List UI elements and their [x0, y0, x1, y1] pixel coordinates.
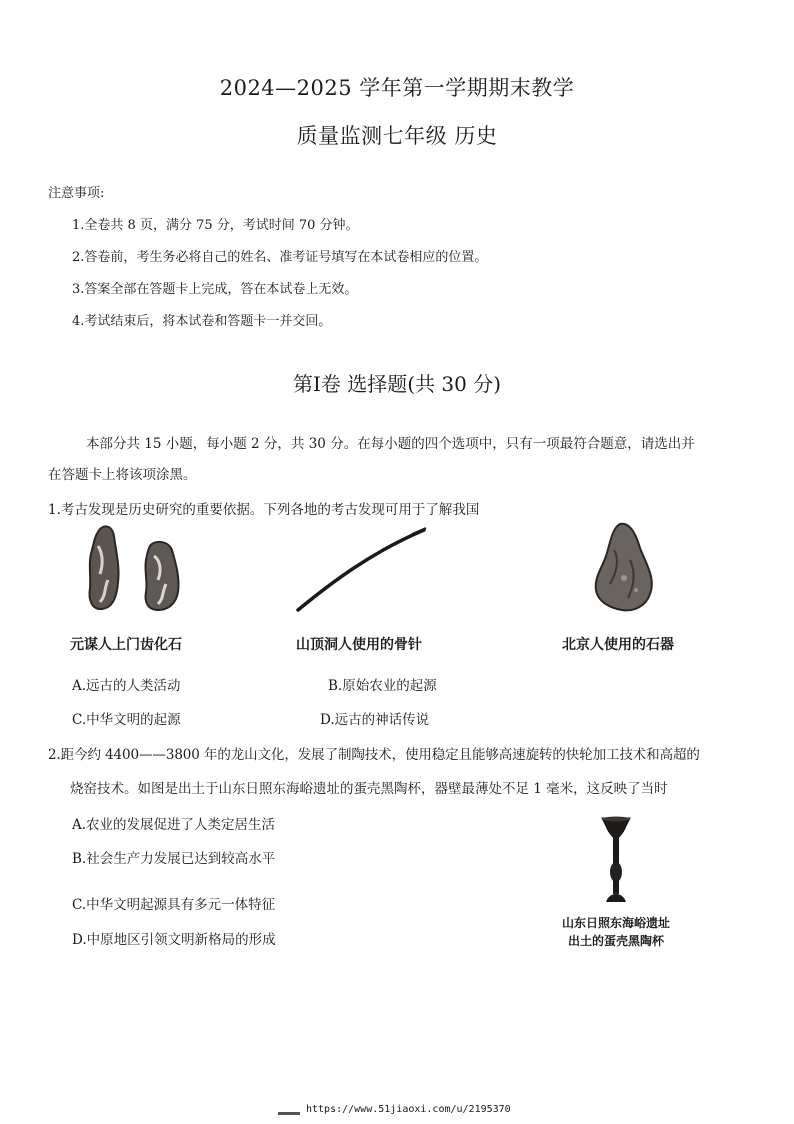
q1-option-a: A.远古的人类活动 — [72, 678, 181, 694]
q1-stem: 1.考古发现是历史研究的重要依据。下列各地的考古发现可用于了解我国 — [48, 502, 480, 518]
bone-needle-image — [292, 522, 432, 614]
q2-option-b: B.社会生产力发展已达到较高水平 — [72, 851, 276, 867]
cup-caption-line1: 山东日照东海峪遗址 — [561, 916, 670, 930]
section-title: 第Ⅰ卷 选择题(共 30 分) — [292, 372, 502, 396]
notice-item-4: 4.考试结束后，将本试卷和答题卡一并交回。 — [72, 314, 332, 329]
notice-item-1: 1.全卷共 8 页，满分 75 分，考试时间 70 分钟。 — [72, 218, 359, 233]
exam-title-line1: 2024—2025 学年第一学期期末教学 — [219, 76, 575, 100]
q1-option-b: B.原始农业的起源 — [328, 678, 437, 694]
tooth-fossil-image — [78, 522, 188, 614]
exam-title-line2: 质量监测七年级 历史 — [296, 124, 498, 148]
q2-stem-line2: 烧窑技术。如图是出土于山东日照东海峪遗址的蛋壳黑陶杯，器壁最薄处不足 1 毫米，这反映了当时 — [70, 781, 668, 797]
q2-option-d: D.中原地区引领文明新格局的形成 — [72, 932, 276, 948]
section-intro-line1: 本部分共 15 小题，每小题 2 分，共 30 分。在每小题的四个选项中，只有一项最符合题意，请选出并 — [86, 436, 695, 452]
section-intro-line2: 在答题卡上将该项涂黑。 — [48, 467, 197, 483]
cup-caption-line2: 出土的蛋壳黑陶杯 — [567, 934, 664, 948]
q2-option-c: C.中华文明起源具有多元一体特征 — [72, 897, 276, 913]
notice-item-2: 2.答卷前，考生务必将自己的姓名、准考证号填写在本试卷相应的位置。 — [72, 250, 488, 265]
caption-stone-tool: 北京人使用的石器 — [562, 637, 674, 653]
notice-heading: 注意事项: — [48, 186, 105, 201]
footer-url: https://www.51jiaoxi.com/u/2195370 — [306, 1104, 511, 1115]
caption-bone-needle: 山顶洞人使用的骨针 — [296, 637, 422, 653]
footer-watermark-mark — [278, 1108, 306, 1119]
black-pottery-cup-image — [596, 814, 636, 906]
q1-option-d: D.远古的神话传说 — [320, 712, 430, 728]
q1-option-c: C.中华文明的起源 — [72, 712, 181, 728]
q2-stem-line1: 2.距今约 4400——3800 年的龙山文化，发展了制陶技术，使用稳定且能够高速旋转的快轮加工技术和高超的 — [48, 747, 700, 763]
notice-item-3: 3.答案全部在答题卡上完成，答在本试卷上无效。 — [72, 282, 358, 297]
q2-option-a: A.农业的发展促进了人类定居生活 — [72, 817, 276, 833]
caption-yuanmou-tooth: 元谋人上门齿化石 — [70, 637, 182, 653]
stone-tool-image — [590, 520, 660, 616]
